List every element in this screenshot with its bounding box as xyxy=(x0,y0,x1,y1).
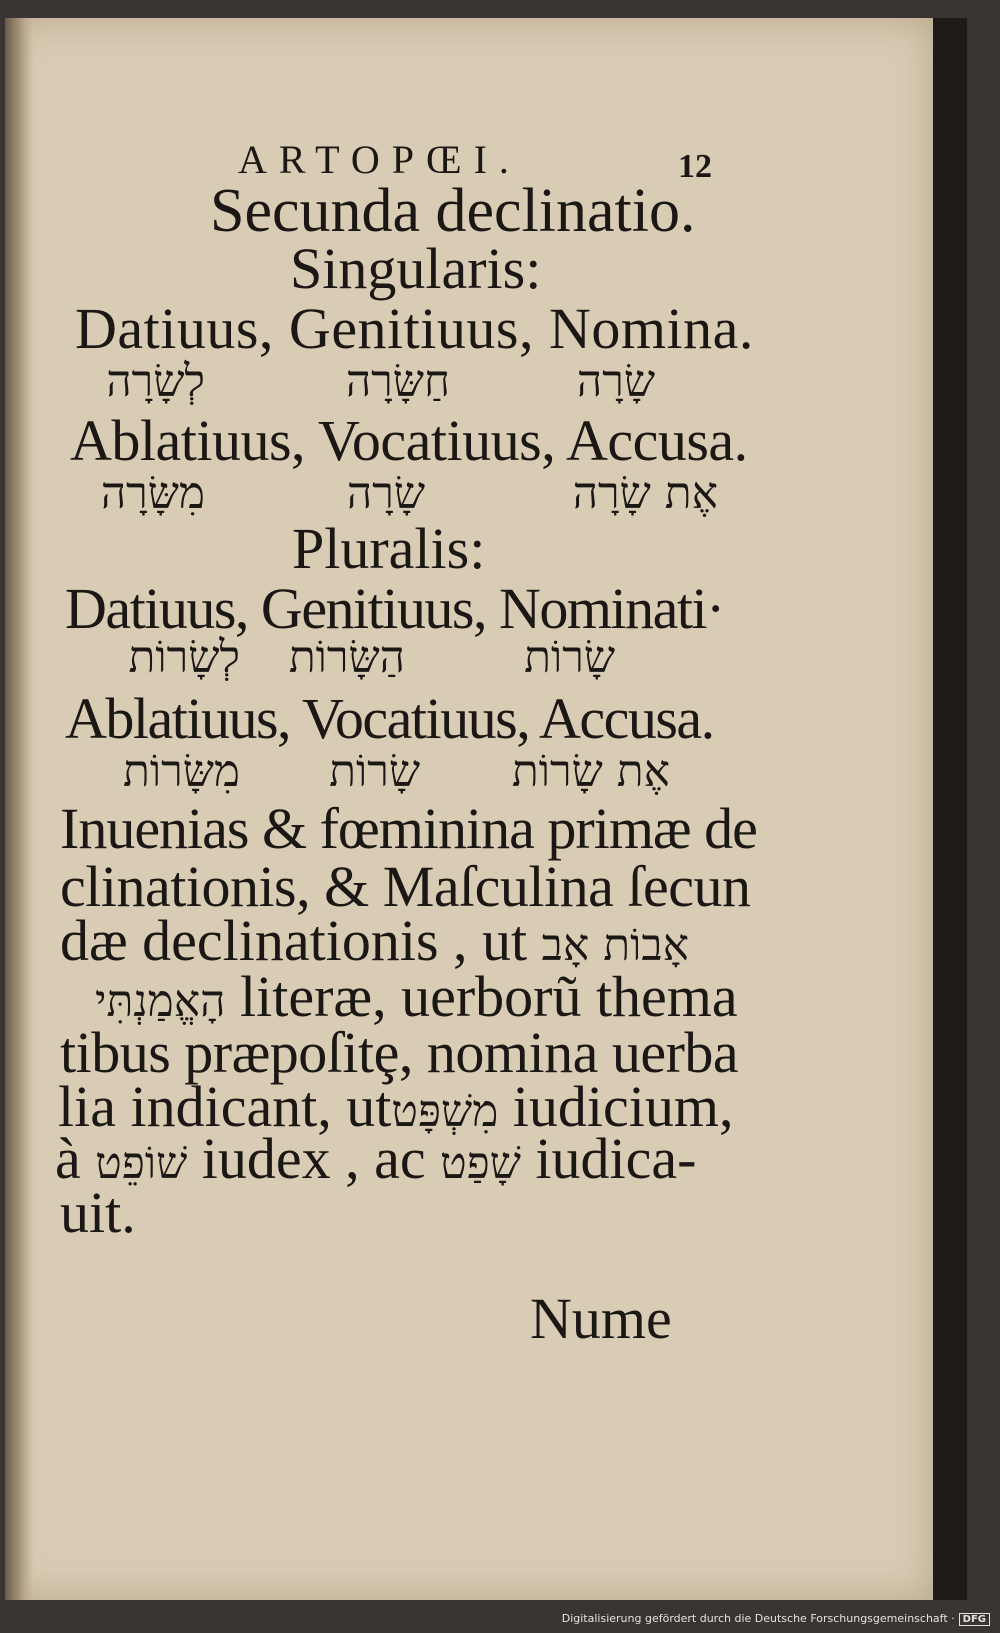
running-head: ARTOPŒI. xyxy=(238,137,521,182)
hebrew-plural-genitive: הַשָּׂרוֹת xyxy=(288,632,405,683)
hebrew-singular-dative: לְשָׂרָה xyxy=(106,356,205,407)
body-line-7-hebrew-a: שׁוֹפֵט xyxy=(95,1138,188,1189)
hebrew-singular-ablative: מִשָּׂרָה xyxy=(100,468,205,519)
hebrew-singular-accusative: אֶת שָׂרָה xyxy=(572,468,718,519)
body-line-7 xyxy=(55,1126,697,1191)
body-line-6-latin-a: lia indicant, ut xyxy=(58,1074,392,1139)
hebrew-plural-nominative: שָׂרוֹת xyxy=(524,632,615,683)
body-line-6-hebrew: מִשְׁפָּט xyxy=(391,1086,499,1137)
body-line-4 xyxy=(95,964,738,1029)
digitization-credit xyxy=(562,1612,990,1626)
body-line-6-latin-b: iudicium, xyxy=(512,1074,734,1139)
hebrew-singular-vocative: שָׂרָה xyxy=(346,468,425,519)
hebrew-singular-nominative: שָׂרָה xyxy=(576,356,655,407)
catchword: Nume xyxy=(530,1286,672,1351)
dfg-logo: DFG xyxy=(959,1613,990,1626)
body-line-7-latin-c: iudica- xyxy=(535,1126,697,1191)
body-line-7-latin-a: à xyxy=(55,1126,81,1191)
page-gutter-shadow xyxy=(5,18,33,1600)
digitization-credit-text: Digitalisierung gefördert durch die Deutsche Forschungsgemeinschaft · xyxy=(561,1612,955,1625)
hebrew-plural-ablative: מִשָּׂרוֹת xyxy=(123,746,240,797)
hebrew-plural-vocative: שָׂרוֹת xyxy=(329,746,420,797)
body-line-7-hebrew-b: שָׁפַט xyxy=(440,1138,521,1189)
hebrew-plural-dative: לְשָׂרוֹת xyxy=(128,632,240,683)
folio-number: 12 xyxy=(678,148,712,185)
singular-cases-row1: Datiuus, Genitiuus, Nomina. xyxy=(75,296,754,361)
plural-heading: Pluralis: xyxy=(292,516,486,581)
hebrew-singular-genitive: חַשָּׂרָה xyxy=(345,356,450,407)
body-line-4-latin: literæ, uerborũ thema xyxy=(239,964,738,1029)
body-line-2: clinationis, & Maſculina ſecun xyxy=(60,854,751,919)
body-line-3-latin: dæ declinationis , ut xyxy=(60,908,528,973)
body-line-3 xyxy=(60,908,689,973)
body-line-4-hebrew: הָאֱמַנְתִּי xyxy=(95,976,226,1027)
hebrew-plural-accusative: אֶת שָׂרוֹת xyxy=(511,746,670,797)
plural-cases-row2: Ablatiuus, Vocatiuus, Accusa. xyxy=(65,686,714,751)
body-line-3-hebrew: אָבוֹת אָב xyxy=(541,920,689,971)
body-line-1: Inuenias & fœminina primæ de xyxy=(60,796,757,861)
page-edge xyxy=(933,18,967,1600)
body-line-8: uit. xyxy=(60,1180,136,1245)
section-title: Secunda declinatio. xyxy=(210,177,696,245)
plural-cases-row1: Datiuus, Genitiuus, Nominati· xyxy=(65,576,724,641)
body-line-7-latin-b: iudex , ac xyxy=(201,1126,426,1191)
singular-cases-row2: Ablatiuus, Vocatiuus, Accusa. xyxy=(70,408,748,473)
body-line-5: tibus præpoſitȩ, nomina uerba xyxy=(60,1020,739,1085)
singular-heading: Singularis: xyxy=(290,236,542,301)
